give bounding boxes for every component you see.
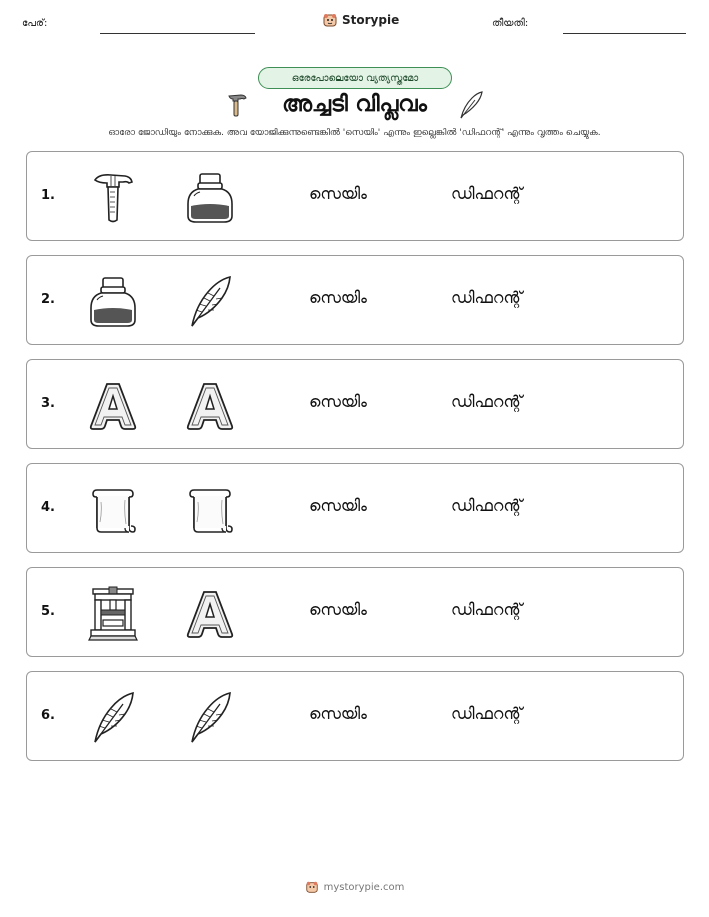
storypie-mascot-icon bbox=[305, 880, 319, 894]
question-row bbox=[26, 255, 684, 345]
letter-a-icon bbox=[85, 378, 141, 434]
quill-icon bbox=[182, 690, 238, 746]
same-option[interactable]: സെയിം bbox=[309, 288, 367, 307]
storypie-mascot-icon bbox=[322, 12, 338, 28]
letter-a-icon bbox=[182, 378, 238, 434]
worksheet-type-badge: ഒരേപോലെയോ വ്യത്യസ്തമോ bbox=[258, 67, 452, 89]
brand-logo bbox=[322, 12, 399, 28]
scroll-icon bbox=[182, 482, 238, 538]
different-option[interactable]: ഡിഫറന്റ് bbox=[451, 288, 523, 307]
name-label: പേര്: bbox=[22, 18, 48, 29]
question-number: 3. bbox=[41, 396, 55, 411]
name-line[interactable] bbox=[100, 33, 255, 34]
brand-name: Storypie bbox=[342, 13, 400, 27]
question-number: 6. bbox=[41, 708, 55, 723]
same-option[interactable]: സെയിം bbox=[309, 600, 367, 619]
question-number: 4. bbox=[41, 500, 55, 515]
different-option[interactable]: ഡിഫറന്റ് bbox=[451, 392, 523, 411]
ink-bottle-icon bbox=[182, 170, 238, 226]
letter-a-icon bbox=[182, 586, 238, 642]
page-title: അച്ചടി വിപ്ലവം bbox=[282, 92, 427, 117]
question-number: 2. bbox=[41, 292, 55, 307]
question-number: 1. bbox=[41, 188, 55, 203]
same-option[interactable]: സെയിം bbox=[309, 704, 367, 723]
same-option[interactable]: സെയിം bbox=[309, 184, 367, 203]
question-row bbox=[26, 359, 684, 449]
printing-press-icon bbox=[85, 586, 141, 642]
different-option[interactable]: ഡിഫറന്റ് bbox=[451, 496, 523, 515]
footer bbox=[0, 880, 709, 894]
quill-icon bbox=[85, 690, 141, 746]
scroll-icon bbox=[85, 482, 141, 538]
hammer-icon bbox=[85, 170, 141, 226]
different-option[interactable]: ഡിഫറന്റ് bbox=[451, 600, 523, 619]
question-row bbox=[26, 567, 684, 657]
different-option[interactable]: ഡിഫറന്റ് bbox=[451, 184, 523, 203]
different-option[interactable]: ഡിഫറന്റ് bbox=[451, 704, 523, 723]
date-line[interactable] bbox=[563, 33, 686, 34]
same-option[interactable]: സെയിം bbox=[309, 392, 367, 411]
date-label: തീയതി: bbox=[492, 18, 529, 29]
quill-icon bbox=[182, 274, 238, 330]
ink-bottle-icon bbox=[85, 274, 141, 330]
same-option[interactable]: സെയിം bbox=[309, 496, 367, 515]
question-row bbox=[26, 463, 684, 553]
quill-icon bbox=[458, 90, 484, 120]
footer-url[interactable]: mystorypie.com bbox=[323, 881, 405, 893]
question-row bbox=[26, 151, 684, 241]
question-row bbox=[26, 671, 684, 761]
question-number: 5. bbox=[41, 604, 55, 619]
instructions: ഓരോ ജോഡിയും നോക്കുക. അവ യോജിക്കുന്നുണ്ടെങ്കിൽ 'സെയിം' എന്നും ഇല്ലെങ്കിൽ 'ഡിഫറന്റ്' എന്നും വൃത്തം ചെയ്യുക. bbox=[108, 128, 601, 138]
